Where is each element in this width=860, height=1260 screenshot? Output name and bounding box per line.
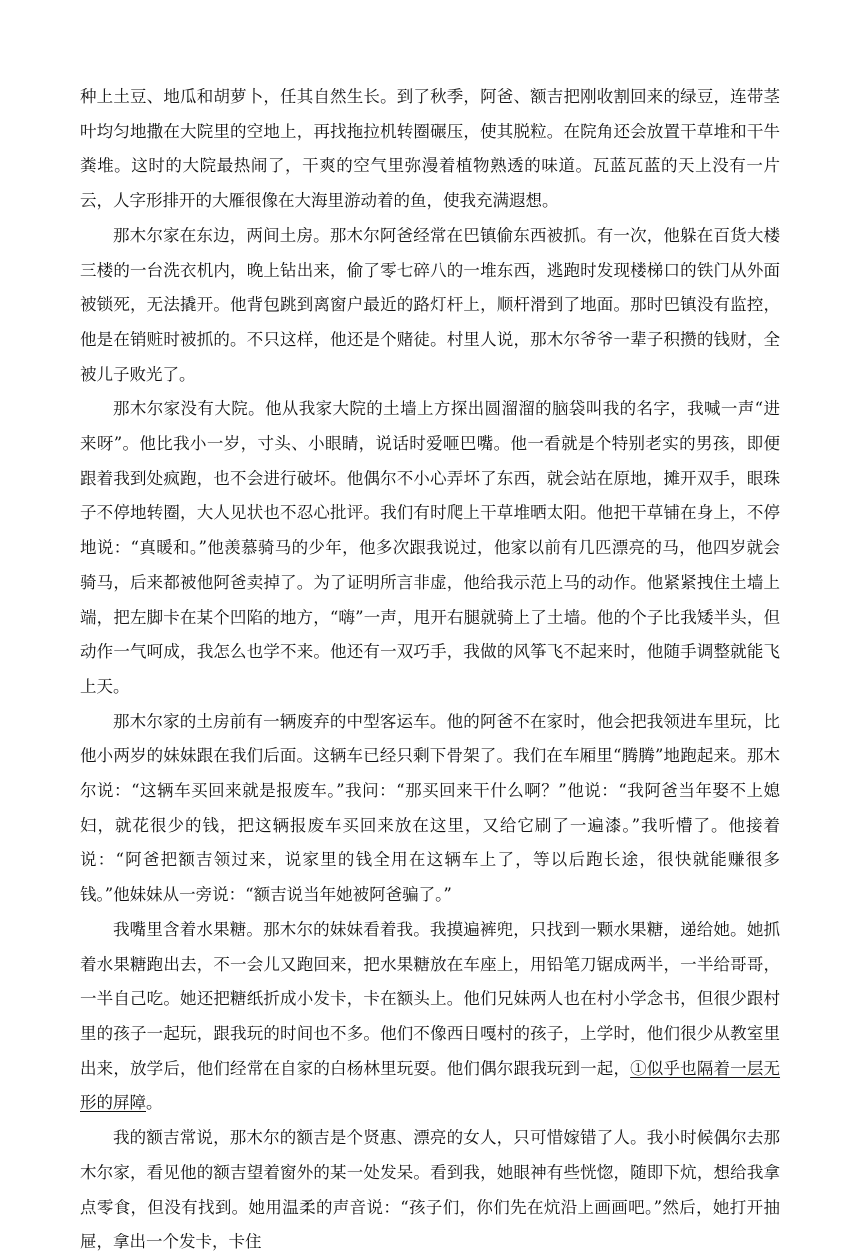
underlined-sentence-1: ①似乎也隔着一层无形的屏障 (80, 1058, 781, 1113)
paragraph-6: 我的额吉常说，那木尔的额吉是个贤惠、漂亮的女人，只可惜嫁错了人。我小时候偶尔去那木尔家，看见他的额吉望着窗外的某一处发呆。看到我，她眼神有些恍惚，随即下炕，想给我拿点零食，但没有找到。她用温柔的声音说：“孩子们，你们先在炕沿上画画吧。”然后，她打开抽屉，拿出一个发卡，卡住 (80, 1128, 780, 1252)
paragraph-5-text: 我嘴里含着水果糖。那木尔的妹妹看着我。我摸遍裤兜，只找到一颗水果糖，递给她。她抓着水果糖跑出去，不一会儿又跑回来，把水果糖放在车座上，用铅笔刀锯成两半，一半给哥哥，一半自己吃。她还把糖纸折成小发卡，卡在额头上。他们兄妹两人也在村小学念书，但很少跟村里的孩子一起玩，跟我玩的时间也不多。他们不像西日嘎村的孩子，上学时，他们很少从教室里出来，放学后，他们经常在自家的白杨林里玩耍。他们偶尔跟我玩到一起， (80, 919, 780, 1078)
paragraph-5-end: 。 (146, 1093, 163, 1113)
paragraph-2: 那木尔家在东边，两间土房。那木尔阿爸经常在巴镇偷东西被抓。有一次，他躲在百货大楼三楼的一台洗衣机内，晚上钻出来，偷了零七碎八的一堆东西，逃跑时发现楼梯口的铁门从外面被锁死，无法撬开。他背包跳到离窗户最近的路灯杆上，顺杆滑到了地面。那时巴镇没有监控，他是在销赃时被抓的。不只这样，他还是个赌徒。村里人说，那木尔爷爷一辈子积攒的钱财，全被儿子败光了。 (80, 225, 780, 384)
paragraph-3: 那木尔家没有大院。他从我家大院的土墙上方探出圆溜溜的脑袋叫我的名字，我喊一声“进来呀”。他比我小一岁，寸头、小眼睛，说话时爱咂巴嘴。他一看就是个特别老实的男孩，即便跟着我到处疯跑，也不会进行破坏。他偶尔不小心弄坏了东西，就会站在原地，摊开双手，眼珠子不停地转圈，大人见状也不忍心批评。我们有时爬上干草堆晒太阳。他把干草铺在身上，不停地说：“真暖和。”他羡慕骑马的少年，他多次跟我说过，他家以前有几匹漂亮的马，他四岁就会骑马，后来都被他阿爸卖掉了。为了证明所言非虚，他给我示范上马的动作。他紧紧拽住土墙上端，把左脚卡在某个凹陷的地方，“嗨”一声，甩开右腿就骑上了土墙。他的个子比我矮半头，但动作一气呵成，我怎么也学不来。他还有一双巧手，我做的风筝飞不起来时，他随手调整就能飞上天。 (80, 399, 780, 696)
document-body (80, 80, 780, 1260)
paragraph-4: 那木尔家的土房前有一辆废弃的中型客运车。他的阿爸不在家时，他会把我领进车里玩，比他小两岁的妹妹跟在我们后面。这辆车已经只剩下骨架了。我们在车厢里“腾腾”地跑起来。那木尔说：“这辆车买回来就是报废车。”我问：“那买回来干什么啊？”他说：“我阿爸当年娶不上媳妇，就花很少的钱，把这辆报废车买回来放在这里，又给它刷了一遍漆。”我听懵了。他接着说：“阿爸把额吉领过来，说家里的钱全用在这辆车上了，等以后跑长途，很快就能赚很多钱。”他妹妹从一旁说：“额吉说当年她被阿爸骗了。” (80, 711, 780, 905)
paragraph-1: 种上土豆、地瓜和胡萝卜，任其自然生长。到了秋季，阿爸、额吉把刚收割回来的绿豆，连带茎叶均匀地撒在大院里的空地上，再找拖拉机转圈碾压，使其脱粒。在院角还会放置干草堆和干牛粪堆。这时的大院最热闹了，干爽的空气里弥漫着植物熟透的味道。瓦蓝瓦蓝的天上没有一片云，人字形排开的大雁很像在大海里游动着的鱼，使我充满遐想。 (80, 87, 780, 211)
paragraph-5 (80, 913, 780, 1121)
